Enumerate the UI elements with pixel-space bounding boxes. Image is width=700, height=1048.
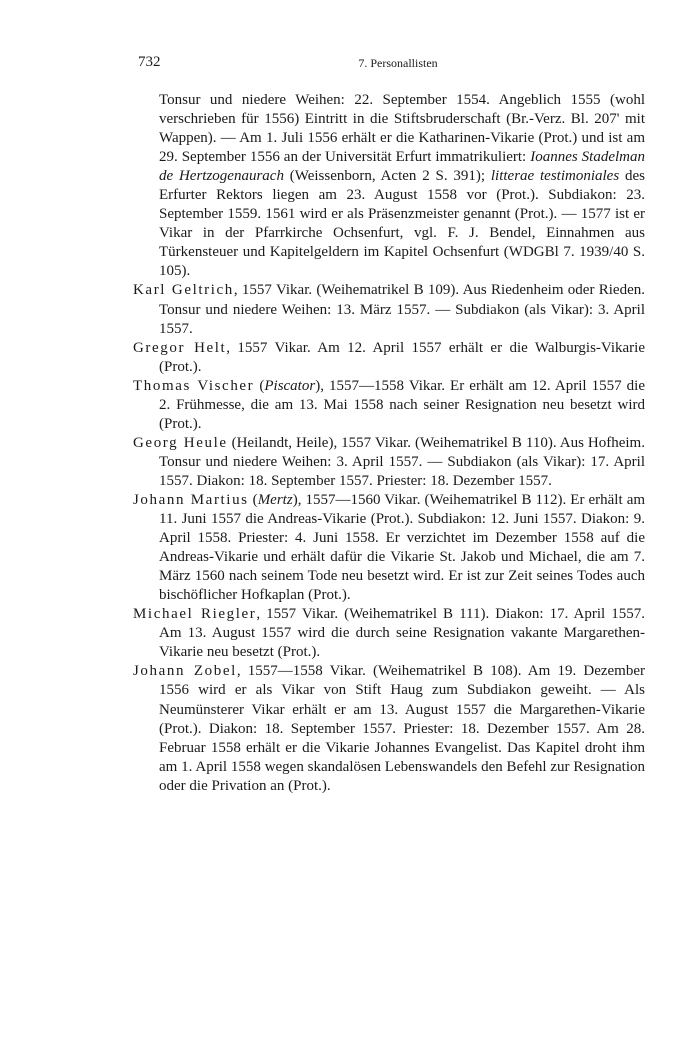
person-entry	[133, 339, 645, 377]
entry-text: , 1557—1558 Vikar. (Weihematrikel B 108). Am 19. Dezember 1556 wird er als Vikar von Stift Haug zum Subdiakon geweiht. — Als Neumünsterer Vikar erhält er am 13. August 1557 die Margarethen-Vikarie (Prot.). Diakon: 18. September 1557. Priester: 18. Dezember 1557. Am 28. Februar 1558 erhält er die Vikarie Johannes Evangelist. Das Kapitel droht ihm am 1. April 1558 wegen skandalösen Lebenswandels den Befehl zur Resignation oder die Privation an (Prot.).	[159, 663, 645, 794]
person-name: Johann Zobel	[133, 663, 237, 680]
entry-italic: litterae testimoniales	[490, 168, 620, 185]
running-title: 7. Personallisten	[358, 56, 438, 70]
person-name: Thomas Vischer	[133, 377, 255, 394]
continued-entry	[133, 91, 645, 281]
person-name: Michael Riegler	[133, 606, 257, 623]
entry-text: Tonsur und niedere Weihen: 22. September 1554. Angeblich 1555 (wohl verschrieben für 1556) Eintritt in die Stiftsbruderschaft (Br.-Verz. Bl. 207' mit Wappen). — Am 1. Juli 1556 erhält er die Katharinen-Vikarie (Prot.) und ist am 29. September 1556 an der Universität Erfurt immatrikuliert:	[159, 92, 645, 166]
person-entry: Johann Martius (Mertz), 1557—1560 Vikar. (Weihematrikel B 112). Er erhält am 11. Juni 1557 die Andreas-Vikarie (Prot.). Subdiakon: 12. Juni 1557. Diakon: 9. April 1558. Priester: 4. Juni 1558. Er verzichtet im Dezember 1558 auf die Andreas-Vikarie und erhält dafür die Vikarie St. Jakob und Michael, die am 7. März 1560 nach seinem Tode neu besetzt wird. Er ist zur Zeit seines Todes auch bischöflicher Hofkaplan (Prot.).	[133, 491, 646, 604]
person-name: Georg Heule	[133, 434, 228, 451]
page-number: 732	[138, 54, 161, 70]
person-entry	[133, 281, 645, 338]
entry-text: (Weissenborn, Acten 2 S. 391);	[283, 168, 491, 185]
entry-text: , 1557 Vikar. Am 12. April 1557 erhält er die Walburgis-Vikarie (Prot.).	[159, 339, 645, 375]
person-alias: Piscator	[264, 377, 316, 394]
entry-text: , 1557 Vikar. (Weihematrikel B 109). Aus Riedenheim oder Rieden. Tonsur und niedere Weihen: 13. März 1557. — Subdiakon (als Vikar): 3. April 1557.	[159, 282, 645, 337]
entry-text: , 1557—1558 Vikar. Er erhält am 12. April 1557 die 2. Frühmesse, die am 13. Mai 1558 nach seiner Resignation neu besetzt wird (Prot.).	[159, 377, 646, 432]
entry-text: , 1557—1560 Vikar. (Weihematrikel B 112). Er erhält am 11. Juni 1557 die Andreas-Vikarie (Prot.). Subdiakon: 12. Juni 1557. Diakon: 9. April 1558. Priester: 4. Juni 1558. Er verzichtet im Dezember 1558 auf die Andreas-Vikarie und erhält dafür die Vikarie St. Jakob und Michael, die am 7. März 1560 nach seinem Tode neu besetzt wird. Er ist zur Zeit seines Todes auch bischöflicher Hofkaplan (Prot.).	[159, 491, 646, 604]
person-name: Karl Geltrich	[133, 282, 234, 299]
entry-text: (Heilandt, Heile), 1557 Vikar. (Weihematrikel B 110). Aus Hofheim. Tonsur und niedere Weihen: 3. April 1557. — Subdiakon (als Vikar): 17. April 1557. Diakon: 18. September 1557. Priester: 18. Dezember 1557.	[159, 434, 645, 489]
person-alias: Mertz	[257, 491, 293, 508]
body-text	[133, 91, 645, 796]
entry-italic: Ioannes Stadelman de Hertzogenaurach	[159, 149, 645, 185]
person-entry: Thomas Vischer (Piscator), 1557—1558 Vikar. Er erhält am 12. April 1557 die 2. Frühmesse, die am 13. Mai 1558 nach seiner Resignation neu besetzt wird (Prot.).	[133, 377, 646, 432]
entry-text: , 1557 Vikar. (Weihematrikel B 111). Diakon: 17. April 1557. Am 13. August 1557 wird die durch seine Resignation vakante Margarethen-Vikarie neu besetzt (Prot.).	[159, 606, 646, 661]
person-entry	[133, 605, 645, 662]
person-entry	[133, 434, 645, 491]
page-header	[138, 54, 640, 78]
person-entry	[133, 662, 645, 795]
person-name: Johann Martius	[133, 491, 249, 508]
entry-text: des Erfurter Rektors liegen am 23. August 1558 vor (Prot.). Subdiakon: 23. September 1559. 1561 wird er als Präsenzmeister genannt (Prot.). — 1577 ist er Vikar in der Pfarrkirche Ochsenfurt, vgl. F. J. Bendel, Einnahmen aus Türkensteuer und Kapitelgeldern im Kapitel Ochsenfurt (WDGBl 7. 1939/40 S. 105).	[159, 168, 645, 280]
person-name: Gregor Helt	[133, 339, 227, 356]
